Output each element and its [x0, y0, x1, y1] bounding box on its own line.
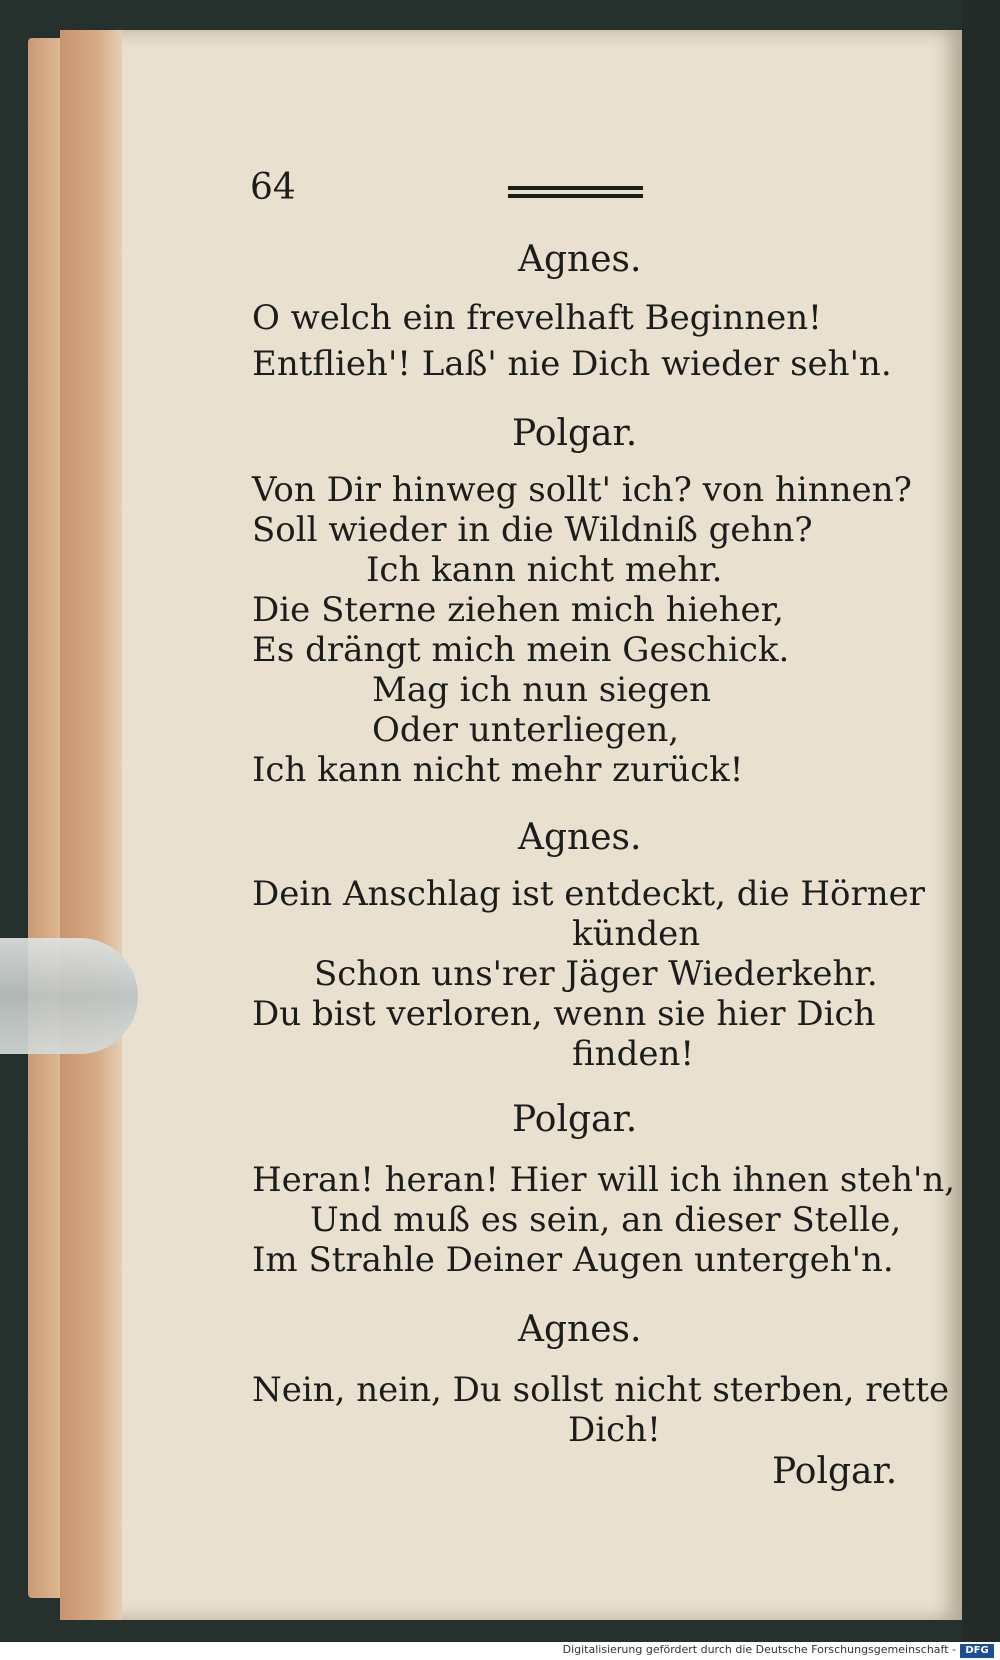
verse-line: Im Strahle Deiner Augen untergeh'n. — [252, 1240, 894, 1280]
verse-line: Schon uns'rer Jäger Wiederkehr. — [314, 954, 878, 994]
speaker-label: Polgar. — [512, 1099, 638, 1140]
verse-line: Du bist verloren, wenn sie hier Dich — [252, 994, 876, 1034]
speaker-label: Polgar. — [512, 413, 638, 454]
footer-credit: Digitalisierung gefördert durch die Deutsche Forschungsgemeinschaft - — [562, 1643, 956, 1656]
catchword: Polgar. — [772, 1451, 898, 1492]
verse-line: Von Dir hinweg sollt' ich? von hinnen? — [252, 470, 912, 510]
page-margin — [60, 30, 122, 1620]
page-number: 64 — [250, 167, 296, 208]
verse-line: Heran! heran! Hier will ich ihnen steh'n, — [252, 1160, 956, 1200]
verse-line: O welch ein frevelhaft Beginnen! — [252, 298, 822, 338]
header-rule — [508, 186, 643, 198]
speaker-label: Agnes. — [518, 817, 642, 858]
verse-line: Entflieh'! Laß' nie Dich wieder seh'n. — [252, 344, 892, 384]
verse-line: finden! — [572, 1034, 695, 1074]
speaker-label: Agnes. — [518, 1309, 642, 1350]
page-clip — [0, 938, 138, 1054]
verse-line: Ich kann nicht mehr zurück! — [252, 750, 744, 790]
verse-line: Dich! — [568, 1410, 661, 1450]
verse-line: Und muß es sein, an dieser Stelle, — [310, 1200, 902, 1240]
right-background — [962, 0, 1000, 1660]
verse-line: Dein Anschlag ist entdeckt, die Hörner — [252, 874, 926, 914]
speaker-label: Agnes. — [518, 239, 642, 280]
verse-line: Nein, nein, Du sollst nicht sterben, rette — [252, 1370, 950, 1410]
verse-line: Soll wieder in die Wildniß gehn? — [252, 510, 813, 550]
verse-line: Oder unterliegen, — [372, 710, 680, 750]
verse-line: Die Sterne ziehen mich hieher, — [252, 590, 784, 630]
verse-line: Es drängt mich mein Geschick. — [252, 630, 790, 670]
dfg-logo: DFG — [960, 1644, 994, 1658]
verse-line: künden — [572, 914, 701, 954]
verse-line: Mag ich nun siegen — [372, 670, 712, 710]
verse-line: Ich kann nicht mehr. — [366, 550, 723, 590]
